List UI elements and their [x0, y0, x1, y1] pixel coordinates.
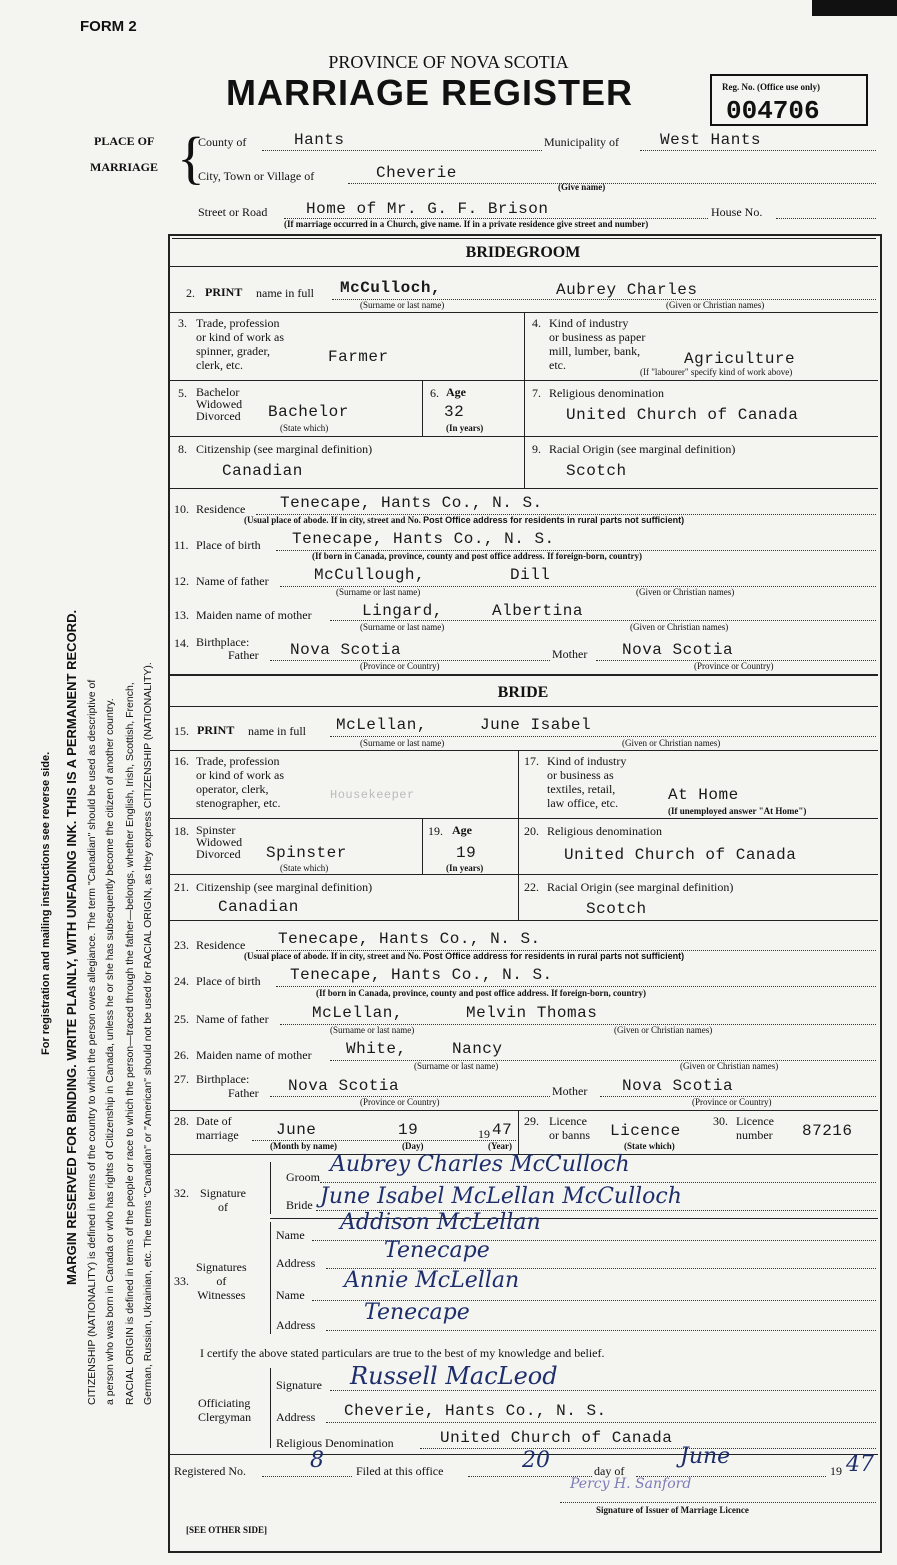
bride-signature: June Isabel McLellan McCulloch [320, 1184, 682, 1209]
groom-surname: McCulloch, [340, 279, 442, 297]
witness-address-label: Address [276, 1256, 316, 1270]
bride-heading: BRIDE [497, 684, 549, 701]
clergy-signature: Russell MacLeod [350, 1362, 558, 1390]
surname-hint: (Surname or last name) [360, 622, 445, 632]
field-14-number: 14. [174, 636, 189, 650]
field-7-label: Religious denomination [549, 386, 664, 400]
place-brace: { [177, 125, 205, 190]
field-10-label: Residence [196, 502, 246, 516]
sidebar-racial-def-2: German, Russian, Ukrainian, etc. The terms "Canadian" or "American" should not be used for RACIAL ORIGIN, as they express CITIZENSHIP (NATIONALITY). [142, 662, 154, 1405]
field-22-number: 22. [524, 880, 539, 894]
divider [170, 818, 878, 819]
see-other-side: [SEE OTHER SIDE] [186, 1525, 268, 1535]
month-hint: (Month by name) [270, 1141, 337, 1151]
municipality-value: West Hants [660, 131, 762, 149]
reg-box [710, 74, 868, 126]
bride-religion: United Church of Canada [564, 846, 797, 864]
issuer-line [560, 1502, 876, 1503]
field-17-label: Kind of industry or business as textiles, retail, law office, etc. [547, 754, 627, 810]
mother-label: Mother [552, 1084, 588, 1098]
city-label: City, Town or Village of [198, 169, 315, 183]
field-3-number: 3. [178, 316, 187, 330]
bracket-line [270, 1222, 271, 1334]
municipality-label: Municipality of [544, 135, 619, 149]
field-25-label: Name of father [196, 1012, 269, 1026]
city-value: Cheverie [376, 164, 457, 182]
given-hint: (Given or Christian names) [614, 1025, 713, 1035]
marriage-year: 47 [492, 1121, 513, 1139]
bride-father-surname: McLellan, [312, 1004, 403, 1022]
street-value: Home of Mr. G. F. Brison [306, 200, 549, 218]
give-name-hint: (Give name) [558, 182, 606, 192]
groom-father-birthplace: Nova Scotia [290, 641, 402, 659]
sidebar-racial-def: RACIAL ORIGIN is defined in terms of the people or race to which the person—traced through the father—belongs, whether English, Irish, Scottish, French, [124, 682, 136, 1405]
year-hint: (Year) [488, 1141, 512, 1151]
field-27-label: Birthplace: Father [196, 1072, 259, 1100]
bride-occupation-struck: Housekeeper [330, 788, 415, 802]
witness-2-address: Tenecape [364, 1300, 470, 1325]
field-15-print: PRINT [197, 723, 235, 737]
issuer-label: Signature of Issuer of Marriage Licence [596, 1505, 749, 1515]
divider [518, 874, 519, 920]
filed-day: 20 [522, 1448, 550, 1473]
groom-residence: Tenecape, Hants Co., N. S. [280, 494, 543, 512]
w2-address-line [326, 1330, 876, 1331]
field-7-number: 7. [532, 386, 541, 400]
given-hint: (Given or Christian names) [666, 300, 765, 310]
municipality-line [640, 150, 876, 151]
field-26-label: Maiden name of mother [196, 1048, 312, 1062]
form-box-inner-line [172, 238, 876, 239]
groom-religion: United Church of Canada [566, 406, 799, 424]
field-21-label: Citizenship (see marginal definition) [196, 880, 373, 894]
field-13-label: Maiden name of mother [196, 608, 312, 622]
birthplace-hint: (If born in Canada, province, county and post office address. If foreign-born, country) [312, 551, 643, 561]
reg-box-label: Reg. No. (Office use only) [722, 82, 820, 92]
field-17-number: 17. [524, 754, 539, 768]
field-29-number: 29. [524, 1114, 539, 1128]
bride-racial: Scotch [586, 900, 647, 918]
industry-hint: (If unemployed answer "At Home") [668, 806, 807, 816]
street-label: Street or Road [198, 205, 268, 219]
field-30-number: 30. [713, 1114, 728, 1128]
field-32-label: Signature of [200, 1186, 246, 1214]
field-8-label: Citizenship (see marginal definition) [196, 442, 373, 456]
bride-mother-birthplace: Nova Scotia [622, 1077, 734, 1095]
house-line [776, 218, 876, 219]
bride-father-birthplace: Nova Scotia [288, 1077, 400, 1095]
bride-industry: At Home [668, 786, 739, 804]
field-24-number: 24. [174, 974, 189, 988]
registered-label: Registered No. [174, 1464, 246, 1478]
divider [524, 312, 525, 380]
field-28-number: 28. [174, 1114, 189, 1128]
bridegroom-heading: BRIDEGROOM [465, 244, 581, 261]
marriage-day: 19 [398, 1121, 419, 1139]
mother-label: Mother [552, 647, 588, 661]
groom-industry: Agriculture [684, 350, 796, 368]
surname-hint: (Surname or last name) [360, 738, 445, 748]
field-16-number: 16. [174, 754, 189, 768]
witness-1-name: Addison McLellan [340, 1210, 541, 1235]
field-23-number: 23. [174, 938, 189, 952]
divider [422, 380, 423, 436]
divider [170, 1110, 878, 1111]
field-2-print: PRINT [205, 285, 243, 299]
divider [170, 874, 878, 875]
status-hint: (State which) [280, 863, 329, 873]
county-line [262, 150, 542, 151]
house-label: House No. [711, 205, 763, 219]
groom-birthplace: Tenecape, Hants Co., N. S. [292, 530, 555, 548]
divider [170, 920, 878, 921]
bride-father-given: Melvin Thomas [466, 1004, 598, 1022]
field-18-label: Spinster Widowed Divorced [196, 823, 243, 861]
groom-sig-line [320, 1182, 876, 1183]
status-hint: (State which) [280, 423, 329, 433]
bride-age: 19 [456, 844, 477, 862]
given-hint: (Given or Christian names) [622, 738, 721, 748]
field-6-label: Age [446, 385, 466, 399]
clergy-address: Cheverie, Hants Co., N. S. [344, 1402, 607, 1420]
field-14-label: Birthplace: Father [196, 635, 259, 662]
clergy-sig-line [330, 1390, 876, 1391]
field-19-number: 19. [428, 824, 443, 838]
residence-hint: (Usual place of abode. If in city, street and No. Post Office address for residents in rural parts not sufficient) [244, 515, 685, 525]
witness-name-label: Name [276, 1288, 305, 1302]
field-22-label: Racial Origin (see marginal definition) [547, 880, 734, 894]
birthplace-hint: (If born in Canada, province, county and post office address. If foreign-born, country) [316, 988, 647, 998]
bride-mother-given: Nancy [452, 1040, 503, 1058]
marriage-year-prefix: 19 [478, 1127, 490, 1141]
given-hint: (Given or Christian names) [636, 587, 735, 597]
filed-year-prefix: 19 [830, 1464, 842, 1478]
field-19-label: Age [452, 823, 472, 837]
residence-hint: (Usual place of abode. If in city, street and No. Post Office address for residents in rural parts not sufficient) [244, 951, 685, 961]
divider [170, 706, 878, 707]
field-13-line [330, 620, 876, 621]
groom-father-given: Dill [510, 566, 551, 584]
field-25-number: 25. [174, 1012, 189, 1026]
field-15-label: name in full [248, 724, 306, 738]
groom-father-surname: McCullough, [314, 566, 426, 584]
sidebar-binding-note: MARGIN RESERVED FOR BINDING. WRITE PLAINLY, WITH UNFADING INK. THIS IS A PERMANENT RECORD. [64, 609, 79, 1285]
scan-edge [812, 0, 897, 16]
clergy-sig-label: Signature [276, 1378, 322, 1392]
bride-mother-surname: White, [346, 1040, 407, 1058]
field-20-label: Religious denomination [547, 824, 662, 838]
divider [170, 266, 878, 267]
field-3-label: Trade, profession or kind of work as spinner, grader, clerk, etc. [196, 316, 284, 372]
groom-occupation: Farmer [328, 348, 389, 366]
groom-given: Aubrey Charles [556, 281, 698, 299]
field-11-number: 11. [174, 538, 189, 552]
registered-line [262, 1476, 352, 1477]
field-8-number: 8. [178, 442, 187, 456]
field-4-number: 4. [532, 316, 541, 330]
officiating-label: Officiating Clergyman [198, 1396, 252, 1424]
certify-statement: I certify the above stated particulars are true to the best of my knowledge and belief. [200, 1346, 605, 1360]
licence-number: 87216 [802, 1122, 853, 1140]
province-heading: PROVINCE OF NOVA SCOTIA [328, 52, 569, 72]
field-11-label: Place of birth [196, 538, 261, 552]
field-24-label: Place of birth [196, 974, 261, 988]
field-21-number: 21. [174, 880, 189, 894]
field-5-label: Bachelor Widowed Divorced [196, 385, 243, 423]
divider [524, 380, 525, 436]
groom-status: Bachelor [268, 403, 349, 421]
reg-number: 004706 [726, 96, 820, 126]
field-33-label: Signatures of Witnesses [196, 1260, 247, 1302]
divider [170, 750, 878, 751]
groom-sig-label: Groom [286, 1170, 320, 1184]
field-23-label: Residence [196, 938, 246, 952]
clergy-denom-label: Religious Denomination [276, 1436, 394, 1450]
filed-month: June [680, 1444, 731, 1469]
given-hint: (Given or Christian names) [630, 622, 729, 632]
sidebar-instructions: For registration and mailing instructions see reverse side. [40, 751, 52, 1055]
field-10-number: 10. [174, 502, 189, 516]
field-28-label: Date of marriage [196, 1114, 239, 1142]
field-2-number: 2. [186, 286, 195, 300]
bride-given: June Isabel [480, 716, 592, 734]
surname-hint: (Surname or last name) [414, 1061, 499, 1071]
street-hint: (If marriage occurred in a Church, give name. If in a private residence give street and number) [284, 219, 649, 229]
page-title: MARRIAGE REGISTER [226, 72, 634, 113]
bride-citizenship: Canadian [218, 898, 299, 916]
city-line [348, 183, 876, 184]
witness-2-name: Annie McLellan [344, 1268, 520, 1293]
divider [524, 436, 525, 488]
field-5-number: 5. [178, 386, 187, 400]
bride-birthplace: Tenecape, Hants Co., N. S. [290, 966, 553, 984]
divider [422, 818, 423, 874]
province-hint: (Province or Country) [360, 1097, 440, 1107]
state-hint: (State which) [624, 1141, 675, 1151]
field-29-label: Licence or banns [549, 1114, 590, 1142]
clergy-address-label: Address [276, 1410, 316, 1424]
sidebar-citizenship-def-2: a person who was born in Canada or who has rights of Citizenship in Canada, unless he or she has subsequently become the citizen of another country. [104, 698, 116, 1405]
field-26-line [330, 1060, 876, 1061]
day-of-label: day of [594, 1464, 625, 1478]
licence-type: Licence [610, 1122, 681, 1140]
witness-1-address: Tenecape [384, 1238, 490, 1263]
field-24-line [276, 986, 876, 987]
province-hint: (Province or Country) [692, 1097, 772, 1107]
field-15-number: 15. [174, 724, 189, 738]
field-6-number: 6. [430, 386, 439, 400]
field-33-number: 33. [174, 1274, 189, 1288]
field-9-number: 9. [532, 442, 541, 456]
bracket-line [270, 1368, 271, 1448]
surname-hint: (Surname or last name) [360, 300, 445, 310]
witness-address-label: Address [276, 1318, 316, 1332]
clergy-denomination: United Church of Canada [440, 1429, 673, 1447]
registered-number: 8 [310, 1448, 324, 1473]
groom-signature: Aubrey Charles McCulloch [330, 1152, 630, 1177]
province-hint: (Province or Country) [694, 661, 774, 671]
groom-age: 32 [444, 403, 465, 421]
age-hint: (In years) [446, 423, 484, 433]
bracket-line [270, 1162, 271, 1214]
field-9-label: Racial Origin (see marginal definition) [549, 442, 736, 456]
filed-year: 47 [846, 1452, 874, 1477]
field-26-number: 26. [174, 1048, 189, 1062]
field-4-label: Kind of industry or business as paper mill, lumber, bank, etc. [549, 316, 646, 372]
groom-mother-given: Albertina [492, 602, 583, 620]
issuer-signature: Percy H. Sanford [570, 1476, 692, 1492]
clergy-address-line [326, 1422, 876, 1423]
divider [518, 1110, 519, 1154]
bride-residence: Tenecape, Hants Co., N. S. [278, 930, 541, 948]
divider [170, 488, 878, 489]
field-12-number: 12. [174, 574, 189, 588]
clergy-denom-line [420, 1448, 876, 1449]
filed-label: Filed at this office [356, 1464, 444, 1478]
field-15-line [330, 736, 876, 737]
groom-racial: Scotch [566, 462, 627, 480]
bride-surname: McLellan, [336, 716, 427, 734]
surname-hint: (Surname or last name) [336, 587, 421, 597]
place-label-2: MARRIAGE [90, 160, 158, 174]
divider [518, 750, 519, 818]
field-12-label: Name of father [196, 574, 269, 588]
field-18-number: 18. [174, 824, 189, 838]
place-label-1: PLACE OF [94, 134, 155, 148]
form-number: FORM 2 [80, 18, 137, 35]
groom-mother-birthplace: Nova Scotia [622, 641, 734, 659]
field-16-label: Trade, profession or kind of work as operator, clerk, stenographer, etc. [196, 754, 284, 810]
sidebar-citizenship-def: CITIZENSHIP (NATIONALITY) is defined in terms of the country to which the person owes allegiance. The term "Canadian" should be used as descriptive of [86, 679, 98, 1405]
groom-mother-surname: Lingard, [362, 602, 443, 620]
surname-hint: (Surname or last name) [330, 1025, 415, 1035]
bride-sig-label: Bride [286, 1198, 313, 1212]
age-hint: (In years) [446, 863, 484, 873]
groom-citizenship: Canadian [222, 462, 303, 480]
marriage-month: June [276, 1121, 317, 1139]
field-2-label: name in full [256, 286, 314, 300]
bride-status: Spinster [266, 844, 347, 862]
field-20-number: 20. [524, 824, 539, 838]
field-32-number: 32. [174, 1186, 189, 1200]
day-hint: (Day) [402, 1141, 424, 1151]
field-13-number: 13. [174, 608, 189, 622]
province-hint: (Province or Country) [360, 661, 440, 671]
divider [170, 674, 878, 676]
county-label: County of [198, 135, 247, 149]
field-27-number: 27. [174, 1072, 189, 1086]
divider [518, 818, 519, 874]
county-value: Hants [294, 131, 345, 149]
industry-hint: (If "labourer" specify kind of work above) [640, 367, 793, 377]
witness-name-label: Name [276, 1228, 305, 1242]
field-30-label: Licence number [736, 1114, 774, 1142]
given-hint: (Given or Christian names) [680, 1061, 779, 1071]
